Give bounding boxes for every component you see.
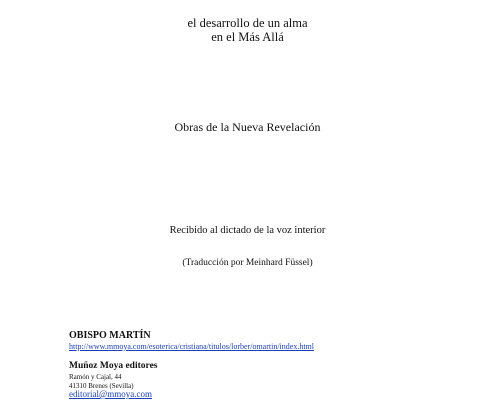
translation-note: (Traducción por Meinhard Füssel) [182, 258, 313, 268]
publisher-city: 41310 Brenes (Sevilla) [69, 382, 134, 390]
received-note: Recibido al dictado de la voz interior [169, 225, 326, 236]
title-line-2: en el Más Allá [211, 30, 284, 44]
author-name: OBISPO MARTÍN [69, 330, 151, 341]
publisher-street: Ramón y Cajal, 44 [69, 373, 122, 381]
publisher-name: Muñoz Moya editores [69, 361, 158, 371]
author-link[interactable]: http://www.mmoya.com/esoterica/cristiana/titulos/lorber/omartin/index.html [69, 342, 314, 351]
publisher-email-link[interactable]: editorial@mmoya.com [69, 389, 153, 399]
series-title: Obras de la Nueva Revelación [174, 120, 321, 134]
title-line-1: el desarrollo de un alma [187, 16, 308, 30]
